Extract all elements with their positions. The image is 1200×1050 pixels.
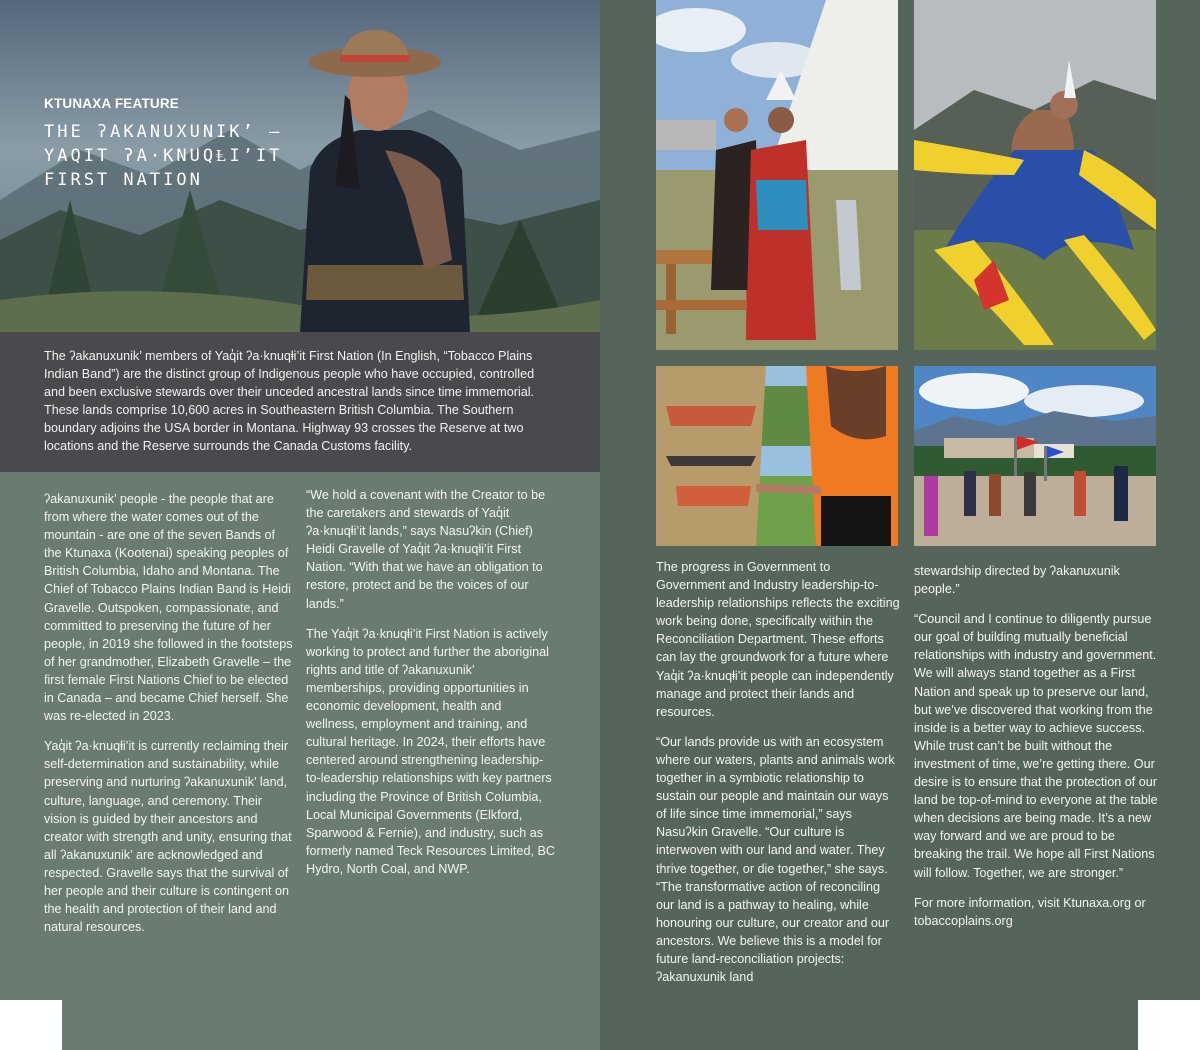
paragraph: “Council and I continue to diligently pursue our goal of building mutually beneficial relationships with industry and government. We will always stand together as a First Nation and speak up to preserve our land, but we’ve discovered that working from the inside is a better way to achieve success. While trust can’t be built without the investment of time, we’re getting there. Our desire is to ensure that the protection of our land be top-of-mind to everyone at the table when decisions are being made. It’s a new way forward and we are proud to be breaking the trail. We hope all First Nations will follow. Together, we are stronger.” bbox=[914, 612, 1158, 880]
article-column-1 bbox=[44, 490, 294, 948]
article-column-2 bbox=[306, 486, 556, 890]
photo-hand-in-hand bbox=[656, 366, 898, 546]
photo-powwow-teepee bbox=[656, 0, 898, 350]
paragraph: For more information, visit Ktunaxa.org or tobaccoplains.org bbox=[914, 895, 1146, 928]
photo-gathering bbox=[914, 366, 1156, 546]
article-column-3 bbox=[656, 558, 900, 998]
intro-paragraph: The ʔakanuxunik’ members of Yaq̓it ʔa·knuqⱡi’it First Nation (In English, “Tobacco Plains Indian Band”) are the distinct group of Indigenous people who have occupied, controlled and been exclusive stewards over their unceded ancestral lands since time immemorial. These lands comprise 10,600 acres in Southeastern British Columbia. The Southern boundary adjoins the USA border in Montana. Highway 93 crosses the Reserve at two locations and the Reserve surrounds the Canada Customs facility. bbox=[44, 349, 535, 453]
paragraph: stewardship directed by ʔakanuxunik people.” bbox=[914, 564, 1120, 597]
paragraph: “We hold a covenant with the Creator to be the caretakers and stewards of Yaq̓it ʔa·knuqⱡi’it lands,” says Nasuʔkin (Chief) Heidi Gravelle of Yaq̓it ʔa·knuqⱡi’it First Nation. “With that we have an obligation to restore, protect and be the voices of our lands.” bbox=[306, 488, 546, 611]
paragraph: The Yaq̓it ʔa·knuqⱡi’it First Nation is actively working to protect and further the aboriginal rights and title of ʔakanuxunik’ memberships, providing opportunities in economic development, health and wellness, employment and training, and cultural heritage. In 2024, their efforts have centered around strengthening leadership-to-leadership relationships with key partners including the Province of British Columbia, Local Municipal Governments (Elkford, Sparwood & Fernie), and industry, such as formerly named Teck Resources Limited, BC Hydro, North Coal, and NWP. bbox=[306, 626, 555, 876]
paragraph: “Our lands provide us with an ecosystem where our waters, plants and animals work together in a symbiotic relationship to sustain our people and maintain our ways of life since time immemorial,” says Nasuʔkin Gravelle. “Our culture is interwoven with our land and water. They thrive together, or die together,” she says. “The transformative action of reconciling our land is a pathway to healing, while honouring our culture, our creator and our ancestors. We believe this is a model for future land-reconciliation projects: ʔakanuxunik land bbox=[656, 734, 895, 985]
feature-title bbox=[44, 120, 364, 192]
page-corner-right bbox=[1138, 1000, 1200, 1050]
feature-title-line: YAQIT ʔA·KNUQⱠI’IT bbox=[44, 146, 283, 166]
feature-title-line: FIRST NATION bbox=[44, 170, 203, 190]
photo-fancy-shawl-dancer bbox=[914, 0, 1156, 350]
intro-band bbox=[0, 332, 600, 472]
article-column-4 bbox=[914, 562, 1158, 942]
paragraph: The progress in Government to Government and Industry leadership-to-leadership relationships reflects the exciting work being done, specifically within the Reconciliation Department. These efforts can lay the groundwork for a future where Yaq̓it ʔa·knuqⱡi’it people can independently manage and protect their lands and resources. bbox=[656, 560, 900, 719]
page-corner-left bbox=[0, 1000, 62, 1050]
paragraph: Yaq̓it ʔa·knuqⱡi’it is currently reclaiming their self-determination and sustainability, while preserving and nurturing ʔakanuxunik’ land, culture, language, and ceremony. Their vision is guided by their ancestors and creator with strength and unity, ensuring that all ʔakanuxunik’ are acknowledged and respected. Gravelle says that the survival of her people and their culture is contingent on the health and protection of their land and natural resources. bbox=[44, 739, 292, 935]
feature-kicker: KTUNAXA FEATURE bbox=[44, 96, 179, 111]
hero-photo bbox=[0, 0, 600, 332]
paragraph: ʔakanuxunik’ people - the people that are from where the water comes out of the mountain - are one of the seven Bands of the Ktunaxa (Kootenai) speaking peoples of British Columbia, Idaho and Montana. The Chief of Tobacco Plains Indian Band is Heidi Gravelle. Outspoken, compassionate, and committed to preserving the future of her people, in 2019 she followed in the footsteps of her grandmother, Elizabeth Gravelle – the first female First Nations Chief to be elected in Canada – and became Chief herself. She was re-elected in 2023. bbox=[44, 492, 293, 724]
feature-title-line: THE ʔAKANUXUNIK’ – bbox=[44, 122, 283, 142]
